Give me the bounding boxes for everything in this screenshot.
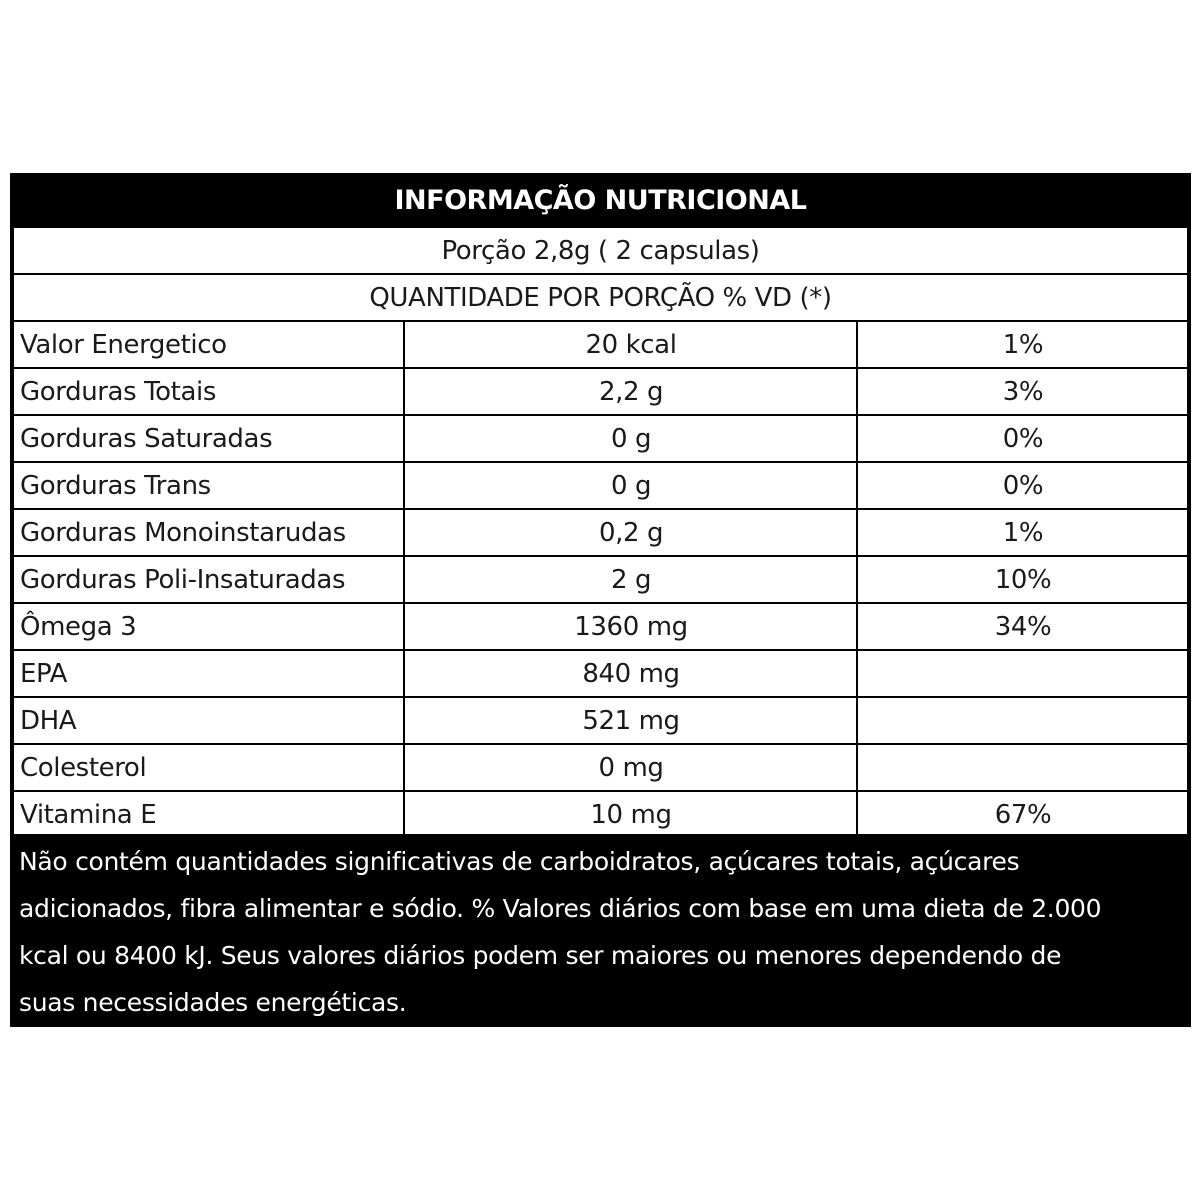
- nutrient-amount: 0 mg: [598, 752, 664, 783]
- nutrient-vd: 3%: [1002, 376, 1044, 407]
- nutrient-amount: 1360 mg: [574, 611, 688, 642]
- table-row: [14, 604, 1187, 649]
- nutrient-name: Gorduras Totais: [20, 376, 216, 407]
- column-divider: [403, 322, 405, 837]
- nutrient-amount: 0 g: [610, 470, 652, 501]
- nutrient-amount: 0,2 g: [598, 517, 664, 548]
- table-row: [14, 745, 1187, 790]
- nutrient-vd: [859, 651, 1187, 696]
- nutrient-amount: 0 g: [610, 423, 652, 454]
- nutrient-vd: 1%: [1002, 517, 1044, 548]
- quantity-header-row: [14, 275, 1187, 320]
- nutrient-name: EPA: [20, 658, 68, 689]
- footer-line: adicionados, fibra alimentar e sódio. % Valores diários com base em uma dieta de 2.000: [19, 894, 1102, 923]
- nutrient-vd: 1%: [1002, 329, 1044, 360]
- nutrient-vd: [859, 745, 1187, 790]
- footer-line: kcal ou 8400 kJ. Seus valores diários podem ser maiores ou menores dependendo de: [19, 941, 1062, 970]
- nutrient-vd: 0%: [1002, 423, 1044, 454]
- nutrient-amount: 2 g: [610, 564, 652, 595]
- nutrition-label: [10, 173, 1191, 1027]
- nutrient-vd: 67%: [994, 799, 1052, 830]
- table-row: [14, 416, 1187, 461]
- table-row: [14, 557, 1187, 602]
- table-row: [14, 792, 1187, 837]
- footer-line: suas necessidades energéticas.: [19, 988, 407, 1017]
- nutrient-amount: 2,2 g: [598, 376, 664, 407]
- nutrient-name: Gorduras Monoinstarudas: [20, 517, 346, 548]
- quantity-header-text: QUANTIDADE POR PORÇÃO % VD (*): [369, 282, 832, 313]
- footer-note: [19, 838, 1187, 1026]
- nutrient-vd: 34%: [994, 611, 1052, 642]
- nutrient-vd: 10%: [994, 564, 1052, 595]
- column-divider: [856, 322, 858, 837]
- portion-text: Porção 2,8g ( 2 capsulas): [441, 235, 760, 266]
- table-row: [14, 698, 1187, 743]
- nutrient-name: Gorduras Trans: [20, 470, 211, 501]
- nutrient-name: Ômega 3: [20, 611, 137, 642]
- nutrient-amount: 20 kcal: [585, 329, 677, 360]
- nutrient-name: DHA: [20, 705, 77, 736]
- nutrient-name: Gorduras Poli-Insaturadas: [20, 564, 346, 595]
- table-row: [14, 322, 1187, 367]
- nutrient-amount: 10 mg: [590, 799, 672, 830]
- table-row: [14, 651, 1187, 696]
- label-title: INFORMAÇÃO NUTRICIONAL: [394, 185, 807, 216]
- portion-row: [14, 228, 1187, 273]
- table-row: [14, 510, 1187, 555]
- nutrition-table: [14, 228, 1187, 834]
- nutrient-name: Gorduras Saturadas: [20, 423, 273, 454]
- nutrient-amount: 840 mg: [582, 658, 680, 689]
- nutrient-amount: 521 mg: [582, 705, 680, 736]
- nutrient-vd: [859, 698, 1187, 743]
- nutrient-vd: 0%: [1002, 470, 1044, 501]
- nutrient-name: Valor Energetico: [20, 329, 227, 360]
- nutrient-name: Vitamina E: [20, 799, 157, 830]
- table-row: [14, 369, 1187, 414]
- table-row: [14, 463, 1187, 508]
- nutrient-name: Colesterol: [20, 752, 147, 783]
- footer-line: Não contém quantidades significativas de carboidratos, açúcares totais, açúcares: [19, 847, 1020, 876]
